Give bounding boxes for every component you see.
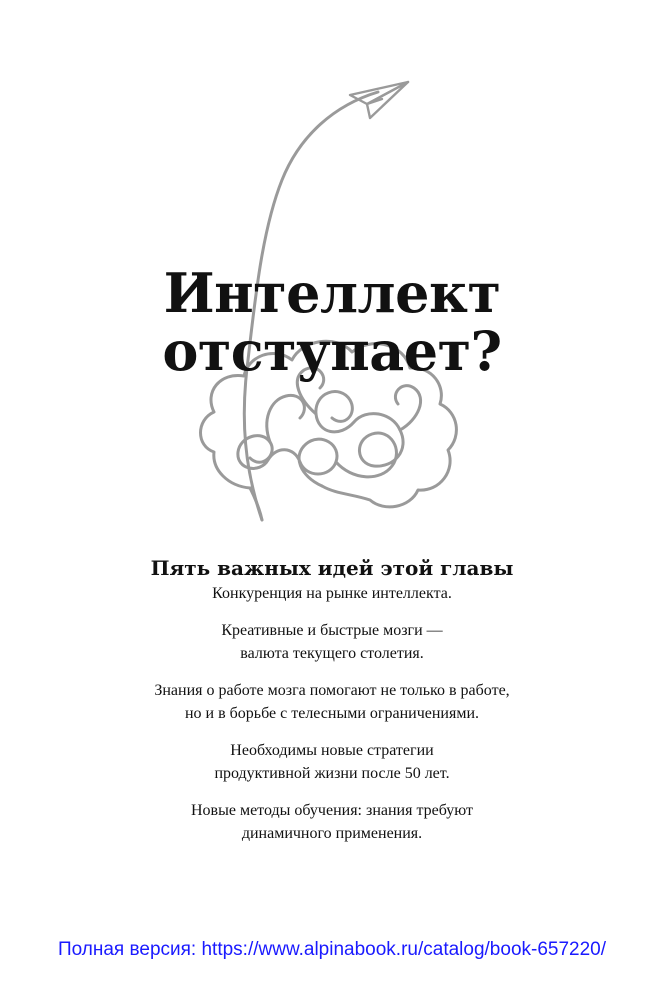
ideas-heading: Пять важных идей этой главы	[150, 555, 514, 580]
idea-item-2	[0, 619, 664, 665]
idea-item-4-line-1: Необходимы новые стратегии	[230, 742, 434, 759]
idea-item-4	[0, 739, 664, 785]
full-version-link[interactable]: Полная версия: https://www.alpinabook.ru/catalog/book-657220/	[57, 939, 607, 960]
chapter-title	[0, 261, 664, 384]
idea-item-1-line-1: Конкуренция на рынке интеллекта.	[212, 585, 452, 602]
paper-plane-icon	[350, 82, 408, 118]
ideas-list	[0, 582, 664, 859]
idea-item-2-line-1: Креативные и быстрые мозги —	[221, 622, 443, 639]
chapter-title-line-2: отступает?	[162, 319, 502, 384]
idea-item-3-line-2: но и в борьбе с телесными ограничениями.	[184, 705, 480, 722]
idea-item-2-line-2: валюта текущего столетия.	[240, 645, 424, 662]
idea-item-4-line-2: продуктивной жизни после 50 лет.	[214, 765, 450, 782]
idea-item-3-line-1: Знания о работе мозга помогают не только в работе,	[154, 682, 510, 699]
idea-item-1	[0, 582, 664, 605]
idea-item-3	[0, 679, 664, 725]
idea-item-5	[0, 799, 664, 845]
chapter-title-line-1: Интеллект	[163, 261, 501, 326]
idea-item-5-line-1: Новые методы обучения: знания требуют	[190, 802, 474, 819]
idea-item-5-line-2: динамичного применения.	[241, 825, 423, 842]
